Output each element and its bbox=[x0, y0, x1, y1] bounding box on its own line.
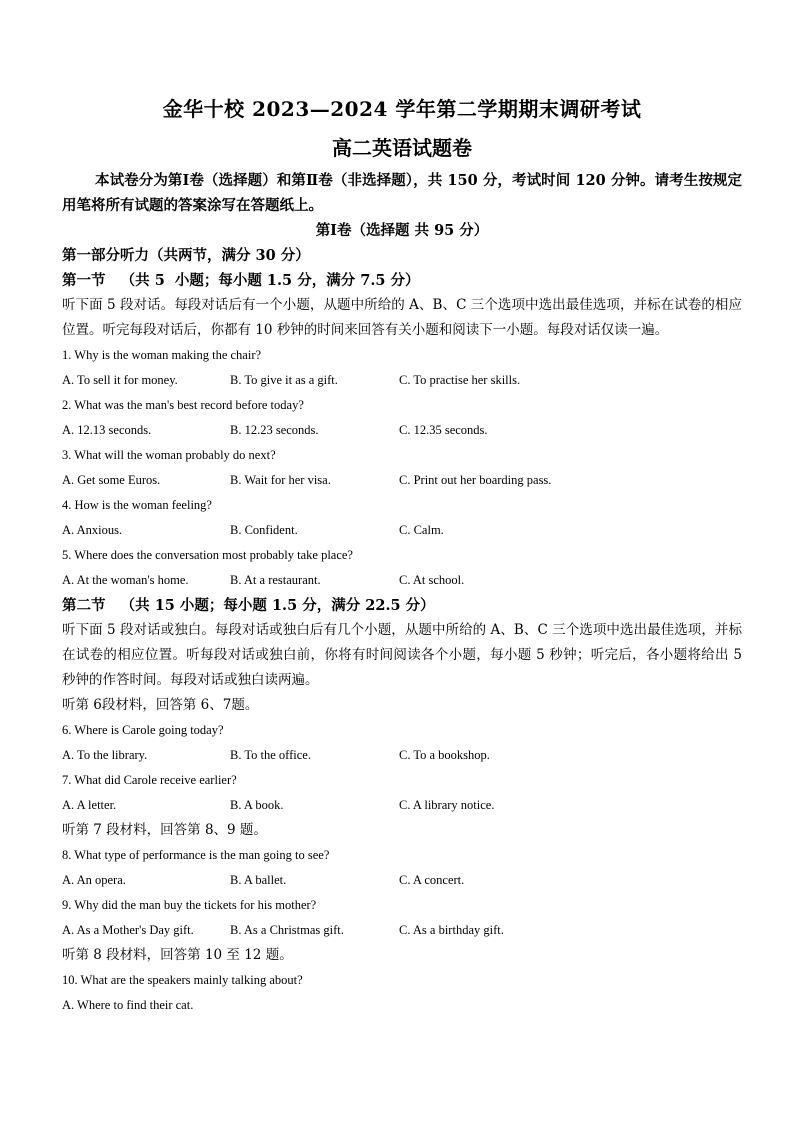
option-a: A. Get some Euros. bbox=[62, 473, 161, 487]
question-options bbox=[62, 468, 742, 493]
option-a: A. To the library. bbox=[62, 748, 148, 762]
section2-group bbox=[62, 818, 742, 943]
question-stem: 1. Why is the woman making the chair? bbox=[62, 348, 262, 362]
question-options bbox=[62, 518, 742, 543]
question-options bbox=[62, 868, 742, 893]
option-b: B. Confident. bbox=[230, 523, 298, 537]
option-b: B. To the office. bbox=[230, 748, 311, 762]
question-stem: 3. What will the woman probably do next? bbox=[62, 448, 276, 462]
option-c: C. A concert. bbox=[399, 873, 465, 887]
option-a: A. Where to find their cat. bbox=[62, 998, 194, 1012]
group-lead: 听第 6段材料，回答第 6、7题。 bbox=[62, 697, 259, 713]
question-stem: 7. What did Carole receive earlier? bbox=[62, 773, 237, 787]
section2-heading: 第二节 （共 15 小题；每小题 1.5 分，满分 22.5 分） bbox=[62, 597, 435, 614]
option-b: B. At a restaurant. bbox=[230, 573, 321, 587]
question-options bbox=[62, 568, 742, 593]
option-b: B. To give it as a gift. bbox=[230, 373, 338, 387]
option-c: C. To a bookshop. bbox=[399, 748, 490, 762]
section1-heading: 第一节 （共 5 小题；每小题 1.5 分，满分 7.5 分） bbox=[62, 272, 420, 289]
option-c: C. To practise her skills. bbox=[399, 373, 521, 387]
part1-heading: 第一部分听力（共两节，满分 30 分） bbox=[62, 247, 310, 264]
group-lead: 听第 7 段材料，回答第 8、9 题。 bbox=[62, 822, 267, 838]
section1-questions bbox=[62, 343, 742, 593]
section2-group bbox=[62, 943, 742, 1018]
section2-group bbox=[62, 693, 742, 818]
option-c: C. Print out her boarding pass. bbox=[399, 473, 552, 487]
question-stem: 10. What are the speakers mainly talking about? bbox=[62, 973, 303, 987]
option-a: A. To sell it for money. bbox=[62, 373, 178, 387]
question-stem: 5. Where does the conversation most probably take place? bbox=[62, 548, 353, 562]
option-c: C. 12.35 seconds. bbox=[399, 423, 488, 437]
exam-title: 金华十校 2023—2024 学年第二学期期末调研考试 bbox=[162, 97, 642, 121]
option-b: B. Wait for her visa. bbox=[230, 473, 331, 487]
exam-subtitle: 高二英语试题卷 bbox=[332, 136, 472, 160]
option-a: A. At the woman's home. bbox=[62, 573, 189, 587]
group-lead: 听第 8 段材料，回答第 10 至 12 题。 bbox=[62, 947, 293, 963]
option-b: B. A book. bbox=[230, 798, 284, 812]
exam-page bbox=[62, 92, 742, 1018]
question-options bbox=[62, 368, 742, 393]
question-options bbox=[62, 418, 742, 443]
option-b: B. A ballet. bbox=[230, 873, 287, 887]
option-b: B. As a Christmas gift. bbox=[230, 923, 344, 937]
question-stem: 9. Why did the man buy the tickets for his mother? bbox=[62, 898, 317, 912]
section2-instructions: 听下面 5 段对话或独白。每段对话或独白后有几个小题，从题中所给的 A、B、C 三个选项中选出最佳选项，并标在试卷的相应位置。听每段对话或独白前，你将有时间阅读各个小题，每小题 5 秒钟；听完后，各小题将给出 5 秒钟的作答时间。每段对话或独白读两遍。 bbox=[62, 622, 742, 688]
option-c: C. Calm. bbox=[399, 523, 444, 537]
option-a: A. An opera. bbox=[62, 873, 126, 887]
option-c: C. At school. bbox=[399, 573, 465, 587]
option-a: A. As a Mother's Day gift. bbox=[62, 923, 194, 937]
option-a: A. Anxious. bbox=[62, 523, 123, 537]
question-stem: 4. How is the woman feeling? bbox=[62, 498, 212, 512]
question-options bbox=[62, 743, 742, 768]
volume1-heading: 第Ⅰ卷（选择题 共 95 分） bbox=[315, 222, 489, 239]
option-c: C. As a birthday gift. bbox=[399, 923, 504, 937]
question-options bbox=[62, 793, 742, 818]
option-a: A. A letter. bbox=[62, 798, 117, 812]
option-c: C. A library notice. bbox=[399, 798, 495, 812]
question-options bbox=[62, 918, 742, 943]
exam-intro: 本试卷分为第Ⅰ卷（选择题）和第Ⅱ卷（非选择题），共 150 分，考试时间 120 分钟。请考生按规定用笔将所有试题的答案涂写在答题纸上。 bbox=[62, 172, 742, 214]
option-a: A. 12.13 seconds. bbox=[62, 423, 152, 437]
section1-instructions: 听下面 5 段对话。每段对话后有一个小题，从题中所给的 A、B、C 三个选项中选出最佳选项，并标在试卷的相应位置。听完每段对话后，你都有 10 秒钟的时间来回答有关小题和阅读下一小题。每段对话仅读一遍。 bbox=[62, 297, 742, 338]
question-stem: 2. What was the man's best record before today? bbox=[62, 398, 304, 412]
question-stem: 6. Where is Carole going today? bbox=[62, 723, 224, 737]
option-b: B. 12.23 seconds. bbox=[230, 423, 319, 437]
question-stem: 8. What type of performance is the man going to see? bbox=[62, 848, 330, 862]
